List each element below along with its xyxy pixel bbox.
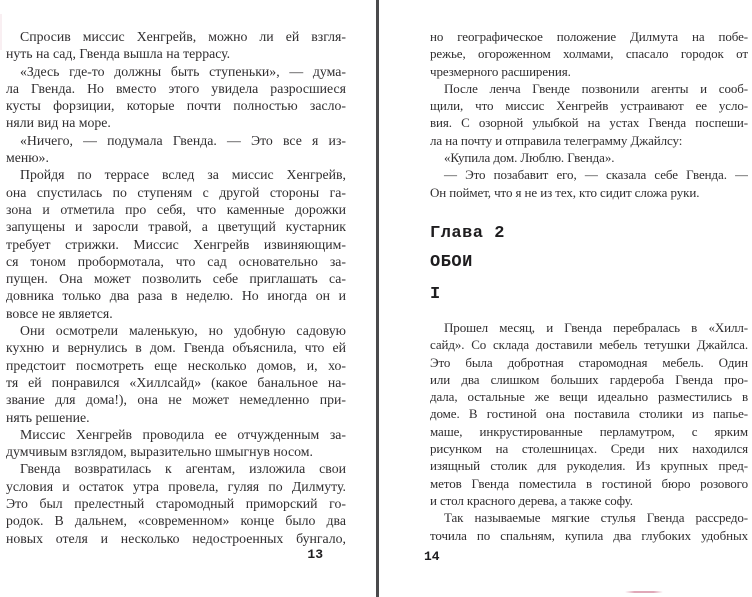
roman-heading: I xyxy=(430,284,441,304)
text-line: предстоит посмотреть еще несколько домов, и, хо- xyxy=(6,357,346,373)
text-line: режье, огороженном холмами, спасало городок от xyxy=(430,46,748,62)
text-line: кухню и вернулись в дом. Гвенда объяснила, что ей xyxy=(6,340,346,356)
text-line: она спустилась по ступеням с другой стороны га- xyxy=(6,184,346,200)
text-line: довника только два раза в неделю. Но иногда он и xyxy=(6,288,346,304)
text-line: рисунком на столешницах. Среди них находился xyxy=(430,441,748,457)
text-line: Прошел месяц, и Гвенда перебралась в «Хилл- xyxy=(444,319,748,335)
text-line: изящный столик для рукоделия. Из крупных пред- xyxy=(430,458,748,474)
page-number-right: 14 xyxy=(424,548,440,564)
text-line: тя ей понравился «Хиллсайд» (какое банальное на- xyxy=(6,374,346,390)
text-line: нуть на сад, Гвенда вышла на террасу. xyxy=(6,46,231,62)
text-line: условия и остаток утра провела, гуляя по Дилмуту. xyxy=(6,478,346,494)
text-line: запущены и заросли травой, а цветущий кустарник xyxy=(6,219,346,235)
scan-artifact-left-edge xyxy=(0,14,2,50)
text-line: ла Гвенда. Но вместо этого увидела разросшиеся xyxy=(6,80,346,96)
text-line: Гвенда возвратилась к агентам, изложила свои xyxy=(20,461,346,477)
right-page[interactable] xyxy=(424,28,748,564)
text-line: но географическое положение Дилмута на побе- xyxy=(430,29,748,44)
text-line: думчивым взглядом, выразительно шмыгнув носом. xyxy=(6,444,313,460)
text-line: родок. В дальнем, «современном» конце было два xyxy=(6,513,346,529)
text-line: пущен. Она может позволить себе приглашать са- xyxy=(6,271,346,287)
text-line: Спросив миссис Хенгрейв, можно ли ей взгля- xyxy=(20,29,346,44)
text-line: вовсе не является. xyxy=(6,305,113,321)
text-line: Миссис Хенгрейв проводила ее отчужденным за- xyxy=(20,426,346,442)
text-line: метов Гвенда поместила в гостиной бюро розового xyxy=(430,475,748,491)
text-line: кусты форзиции, которые почти полностью засло- xyxy=(6,98,346,114)
page-number-left: 13 xyxy=(307,546,323,562)
text-line: Они осмотрели маленькую, но удобную садовую xyxy=(20,323,346,339)
page-divider xyxy=(376,0,379,597)
text-line: или два слишком больших гардероба Гвенда про- xyxy=(430,371,748,387)
section-heading: ОБОИ xyxy=(430,252,473,272)
text-line: меню». xyxy=(6,150,49,166)
text-line: Это был прелестный старомодный приморский го- xyxy=(6,496,346,512)
text-line: и стол красного дерева, а также софу. xyxy=(430,492,633,508)
text-line: После ленча Гвенде позвонили агенты и сооб- xyxy=(444,80,748,96)
text-line: Он поймет, что я не из тех, кто сидит сложа руки. xyxy=(430,184,700,200)
left-page-text xyxy=(6,28,346,547)
text-line: звание для дома!), она не может немедленно при- xyxy=(6,392,346,408)
right-page-text xyxy=(430,28,748,544)
text-line: Так называемые мягкие стулья Гвенда рассредо- xyxy=(444,510,748,526)
text-line: няли вид на море. xyxy=(6,115,111,131)
text-line: сайд». Со склада доставили мебель тетушки Джайлса. xyxy=(430,337,748,353)
text-line: точила по спальням, купила два глубоких удобных xyxy=(430,527,748,543)
text-line: ла на почту и отправила телеграмму Джайлсу: xyxy=(430,132,683,148)
text-line: Это была добротная старомодная мебель. Один xyxy=(430,354,748,370)
left-page[interactable] xyxy=(6,28,346,562)
text-line: дала, остальные же вещи идеально разместились в xyxy=(430,389,748,405)
text-line: требует стрижки. Миссис Хенгрейв извиняющим- xyxy=(6,236,346,252)
text-line: Пройдя по террасе вслед за миссис Хенгрейв, xyxy=(20,167,346,183)
text-line: «Купила дом. Люблю. Гвенда». xyxy=(444,150,615,166)
text-line: — Это позабавит его, — сказала себе Гвенда. — xyxy=(444,167,748,183)
text-line: «Здесь где-то должны быть ступеньки», — дума- xyxy=(20,63,346,79)
text-line: новых отеля и несколько недостроенных бунгало, xyxy=(6,530,346,546)
text-line: чрезмерного расширения. xyxy=(430,63,571,79)
text-line: ся тоном пробормотала, что сад основательно за- xyxy=(6,253,346,269)
text-line: нять решение. xyxy=(6,409,90,425)
chapter-heading: Глава 2 xyxy=(430,223,505,243)
scan-artifact-pink-line xyxy=(625,591,663,593)
text-line: зона и отметила про себя, что каменные дорожки xyxy=(6,201,346,217)
text-line: «Ничего, — подумала Гвенда. — Это все я из- xyxy=(20,132,346,148)
text-line: вия. С озорной улыбкой на устах Гвенда поспеши- xyxy=(430,115,748,131)
text-line: щили, что миссис Хенгрейв устраивают ее усло- xyxy=(430,98,748,114)
text-line: доме. В гостиной она поставила столики из папье- xyxy=(430,406,748,422)
text-line: маше, инкрустированные перламутром, с ярким xyxy=(430,423,748,439)
